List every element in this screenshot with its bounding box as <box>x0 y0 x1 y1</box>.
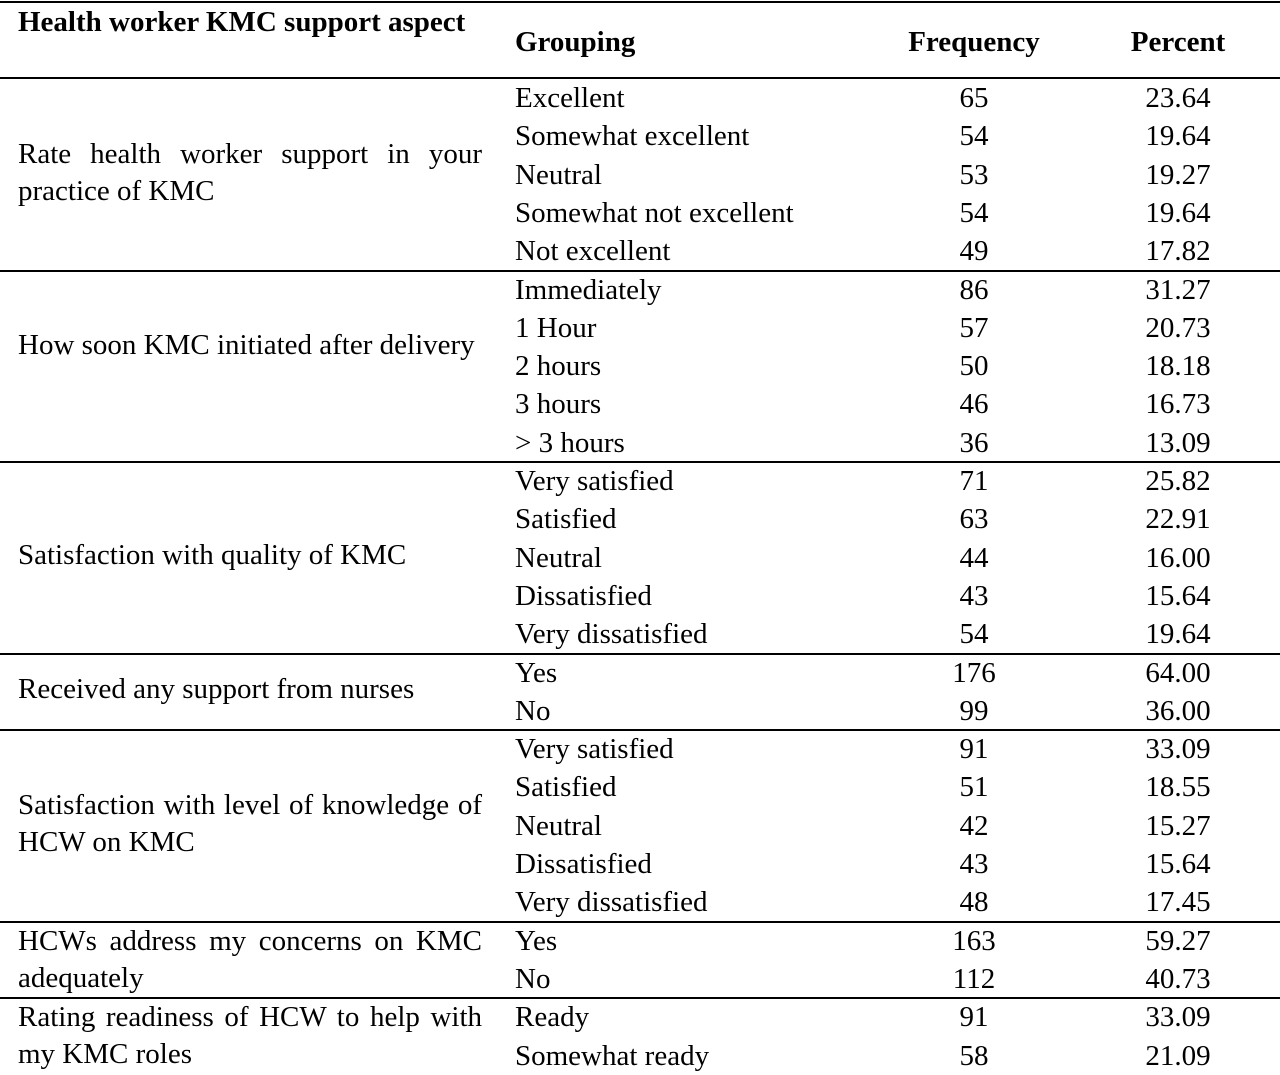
grouping-cell: Neutral <box>515 541 602 574</box>
table-row <box>0 768 1280 806</box>
percent-cell: 15.64 <box>1145 579 1211 612</box>
grouping-cell: > 3 hours <box>515 426 625 459</box>
table-row <box>0 845 1280 883</box>
frequency-cell: 48 <box>959 886 989 919</box>
table-row <box>0 500 1280 538</box>
percent-cell: 16.73 <box>1145 388 1211 421</box>
grouping-cell: Immediately <box>515 273 662 306</box>
percent-cell: 15.27 <box>1145 809 1211 842</box>
frequency-cell: 86 <box>959 273 989 306</box>
frequency-cell: 63 <box>959 503 989 536</box>
percent-cell: 13.09 <box>1145 426 1211 459</box>
percent-cell: 36.00 <box>1145 694 1211 727</box>
table-row <box>0 309 1280 347</box>
grouping-cell: 3 hours <box>515 388 602 421</box>
grouping-cell: Very dissatisfied <box>515 886 708 919</box>
percent-cell: 31.27 <box>1145 273 1211 306</box>
aspect-label: Received any support from nurses <box>18 673 415 706</box>
percent-cell: 16.00 <box>1145 541 1211 574</box>
table-row <box>0 194 1280 232</box>
frequency-cell: 43 <box>959 579 989 612</box>
table-row <box>0 998 1280 1036</box>
percent-cell: 18.55 <box>1145 771 1211 804</box>
table-row <box>0 807 1280 845</box>
frequency-cell: 54 <box>959 618 989 651</box>
frequency-cell: 163 <box>952 924 996 957</box>
frequency-cell: 46 <box>959 388 989 421</box>
table-top-rule <box>0 1 1280 3</box>
frequency-cell: 54 <box>959 120 989 153</box>
percent-cell: 40.73 <box>1145 962 1211 995</box>
grouping-cell: Somewhat ready <box>515 1039 710 1072</box>
table-row <box>0 654 1280 692</box>
percent-cell: 19.64 <box>1145 120 1211 153</box>
frequency-cell: 53 <box>959 158 989 191</box>
frequency-cell: 50 <box>959 350 989 383</box>
grouping-cell: Not excellent <box>515 235 671 268</box>
table-row <box>0 539 1280 577</box>
percent-cell: 33.09 <box>1145 733 1211 766</box>
header-frequency: Frequency <box>908 26 1040 58</box>
frequency-cell: 51 <box>959 771 989 804</box>
frequency-cell: 91 <box>959 1001 989 1034</box>
table-row <box>0 424 1280 462</box>
frequency-cell: 42 <box>959 809 989 842</box>
grouping-cell: Somewhat not excellent <box>515 196 794 229</box>
table-row <box>0 730 1280 768</box>
percent-cell: 19.64 <box>1145 618 1211 651</box>
grouping-cell: Neutral <box>515 158 602 191</box>
table-row <box>0 577 1280 615</box>
aspect-label: HCWs address my concerns on KMC adequately <box>18 924 482 994</box>
grouping-cell: Somewhat excellent <box>515 120 750 153</box>
aspect-label: Rate health worker support in your practice of KMC <box>18 137 482 207</box>
header-percent: Percent <box>1130 26 1226 58</box>
percent-cell: 19.27 <box>1145 158 1211 191</box>
aspect-label: How soon KMC initiated after delivery <box>18 329 475 362</box>
grouping-cell: 1 Hour <box>515 311 597 344</box>
table-row <box>0 1037 1280 1075</box>
grouping-cell: Satisfied <box>515 771 617 804</box>
percent-cell: 25.82 <box>1145 465 1211 497</box>
grouping-cell: Yes <box>515 656 558 689</box>
table-row <box>0 347 1280 385</box>
aspect-label: Satisfaction with level of knowledge of HCW on KMC <box>18 788 482 858</box>
grouping-cell: Yes <box>515 924 558 957</box>
header-grouping: Grouping <box>515 26 636 58</box>
frequency-cell: 176 <box>952 656 996 689</box>
grouping-cell: Satisfied <box>515 503 617 536</box>
frequency-cell: 91 <box>959 733 989 766</box>
percent-cell: 21.09 <box>1145 1039 1211 1072</box>
percent-cell: 18.18 <box>1145 350 1211 383</box>
grouping-cell: Ready <box>515 1001 590 1034</box>
frequency-cell: 44 <box>959 541 989 574</box>
frequency-cell: 71 <box>959 465 989 497</box>
grouping-cell: Neutral <box>515 809 602 842</box>
table-row <box>0 615 1280 653</box>
grouping-cell: 2 hours <box>515 350 602 383</box>
frequency-cell: 54 <box>959 196 989 229</box>
table-row <box>0 692 1280 730</box>
frequency-cell: 99 <box>959 694 989 727</box>
percent-cell: 33.09 <box>1145 1001 1211 1034</box>
grouping-cell: No <box>515 962 551 995</box>
grouping-cell: No <box>515 694 551 727</box>
table-row <box>0 922 1280 960</box>
header-aspect: Health worker KMC support aspect <box>18 6 466 38</box>
percent-cell: 64.00 <box>1145 656 1211 689</box>
grouping-cell: Very satisfied <box>515 465 674 497</box>
grouping-cell: Dissatisfied <box>515 579 652 612</box>
grouping-cell: Excellent <box>515 82 625 114</box>
frequency-cell: 57 <box>959 311 989 344</box>
aspect-label: Rating readiness of HCW to help with my KMC roles <box>18 1001 482 1071</box>
table-row <box>0 156 1280 194</box>
frequency-cell: 43 <box>959 848 989 880</box>
aspect-label: Satisfaction with quality of KMC <box>18 539 407 572</box>
frequency-cell: 112 <box>952 962 996 995</box>
percent-cell: 19.64 <box>1145 196 1211 229</box>
percent-cell: 22.91 <box>1145 503 1211 536</box>
percent-cell: 15.64 <box>1145 848 1211 880</box>
grouping-cell: Very satisfied <box>515 733 674 766</box>
table-row <box>0 883 1280 921</box>
percent-cell: 17.45 <box>1145 886 1211 919</box>
percent-cell: 17.82 <box>1145 235 1211 268</box>
frequency-cell: 49 <box>959 235 989 268</box>
table-row <box>0 462 1280 500</box>
percent-cell: 59.27 <box>1145 924 1211 957</box>
table-row <box>0 385 1280 423</box>
percent-cell: 23.64 <box>1145 82 1211 114</box>
table-row <box>0 271 1280 309</box>
frequency-cell: 65 <box>959 82 989 114</box>
table-row <box>0 79 1280 117</box>
frequency-cell: 36 <box>959 426 989 459</box>
percent-cell: 20.73 <box>1145 311 1211 344</box>
grouping-cell: Very dissatisfied <box>515 618 708 651</box>
table-row <box>0 960 1280 998</box>
table-row <box>0 117 1280 155</box>
grouping-cell: Dissatisfied <box>515 848 652 880</box>
frequency-cell: 58 <box>959 1039 989 1072</box>
table-row <box>0 232 1280 270</box>
